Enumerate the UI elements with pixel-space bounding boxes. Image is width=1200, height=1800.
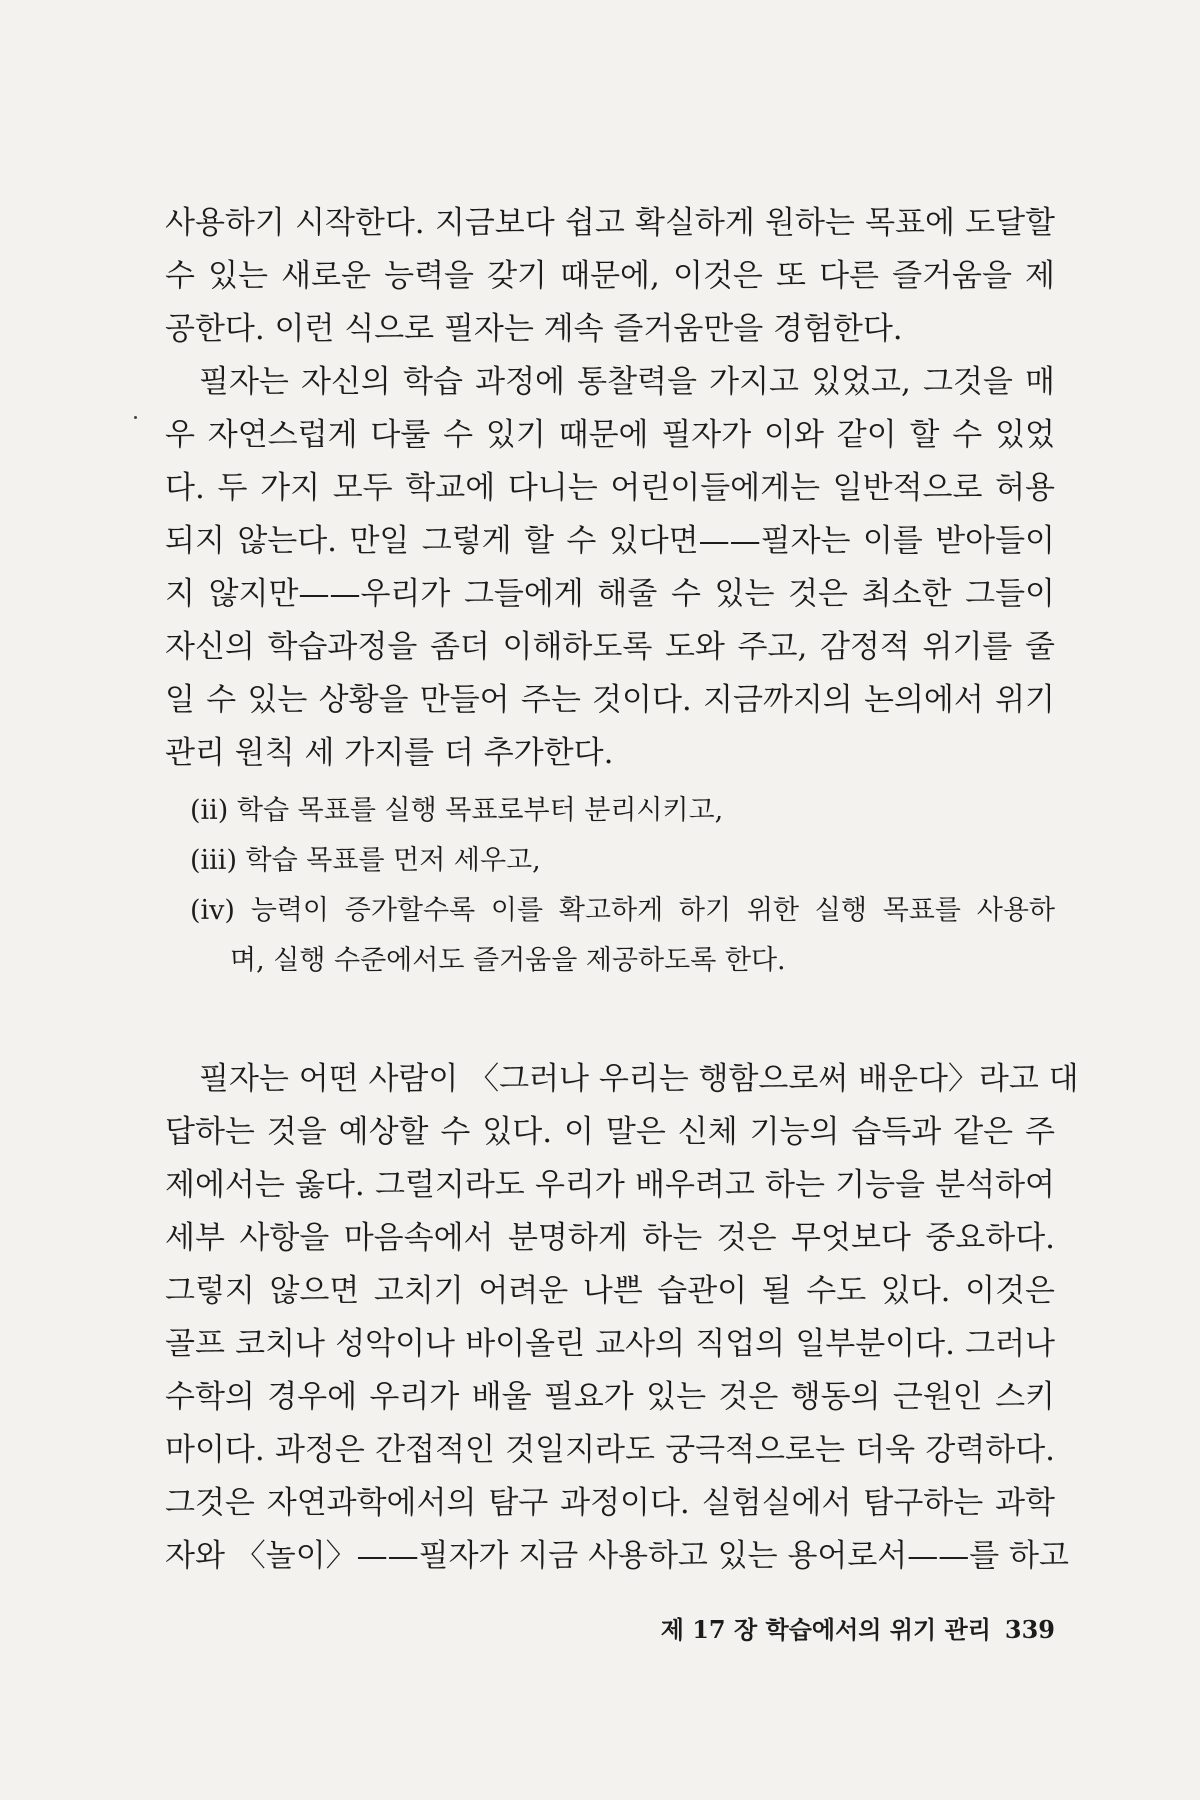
- principles-list: [190, 786, 1055, 986]
- paragraph-line: 일 수 있는 상황을 만들어 주는 것이다. 지금까지의 논의에서 위기: [165, 682, 1055, 718]
- paragraph-line: 관리 원칙 세 가지를 더 추가한다.: [165, 735, 614, 771]
- paragraph-line: 자신의 학습과정을 좀더 이해하도록 도와 주고, 감정적 위기를 줄: [165, 629, 1055, 665]
- list-item: (iii) 학습 목표를 먼저 세우고,: [190, 845, 541, 876]
- paragraph-3: [165, 1053, 1079, 1583]
- paragraph-line: 우 자연스럽게 다룰 수 있기 때문에 필자가 이와 같이 할 수 있었: [165, 417, 1055, 453]
- list-item-continuation: 며, 실행 수준에서도 즐거움을 제공하도록 한다.: [230, 945, 786, 976]
- page-footer: [661, 1610, 1055, 1645]
- paragraph-line: 답하는 것을 예상할 수 있다. 이 말은 신체 기능의 습득과 같은 주: [165, 1114, 1055, 1150]
- paragraph-line: 수 있는 새로운 능력을 갖기 때문에, 이것은 또 다른 즐거움을 제: [165, 258, 1055, 294]
- paragraph-line: 그렇지 않으면 고치기 어려운 나쁜 습관이 될 수도 있다. 이것은: [165, 1273, 1055, 1309]
- list-item: (iv) 능력이 증가할수록 이를 확고하게 하기 위한 실행 목표를 사용하: [190, 895, 1055, 926]
- paragraph-line: 필자는 어떤 사람이 〈그러나 우리는 행함으로써 배운다〉라고 대: [199, 1061, 1079, 1097]
- paragraph-line: 그것은 자연과학에서의 탐구 과정이다. 실험실에서 탐구하는 과학: [165, 1485, 1055, 1521]
- paragraph-line: 자와 〈놀이〉——필자가 지금 사용하고 있는 용어로서——를 하고: [165, 1538, 1069, 1574]
- paragraph-1: [165, 197, 1055, 356]
- margin-dot: [134, 416, 137, 419]
- paragraph-line: 마이다. 과정은 간접적인 것일지라도 궁극적으로는 더욱 강력하다.: [165, 1432, 1055, 1468]
- paragraph-line: 골프 코치나 성악이나 바이올린 교사의 직업의 일부분이다. 그러나: [165, 1326, 1055, 1362]
- paragraph-line: 제에서는 옳다. 그럴지라도 우리가 배우려고 하는 기능을 분석하여: [165, 1167, 1055, 1203]
- paragraph-line: 다. 두 가지 모두 학교에 다니는 어린이들에게는 일반적으로 허용: [165, 470, 1055, 506]
- paragraph-line: 되지 않는다. 만일 그렇게 할 수 있다면——필자는 이를 받아들이: [165, 523, 1055, 559]
- paragraph-line: 수학의 경우에 우리가 배울 필요가 있는 것은 행동의 근원인 스키: [165, 1379, 1055, 1415]
- paragraph-line: 필자는 자신의 학습 과정에 통찰력을 가지고 있었고, 그것을 매: [199, 364, 1055, 400]
- running-footer-chapter: 제 17 장 학습에서의 위기 관리: [660, 1615, 991, 1644]
- paragraph-line: 사용하기 시작한다. 지금보다 쉽고 확실하게 원하는 목표에 도달할: [165, 205, 1055, 241]
- paragraph-2: [165, 356, 1055, 780]
- list-item: (ii) 학습 목표를 실행 목표로부터 분리시키고,: [190, 795, 724, 826]
- paragraph-line: 공한다. 이런 식으로 필자는 계속 즐거움만을 경험한다.: [165, 311, 903, 347]
- paragraph-line: 지 않지만——우리가 그들에게 해줄 수 있는 것은 최소한 그들이: [165, 576, 1055, 612]
- page-number: 339: [1004, 1615, 1055, 1644]
- paragraph-line: 세부 사항을 마음속에서 분명하게 하는 것은 무엇보다 중요하다.: [165, 1220, 1055, 1256]
